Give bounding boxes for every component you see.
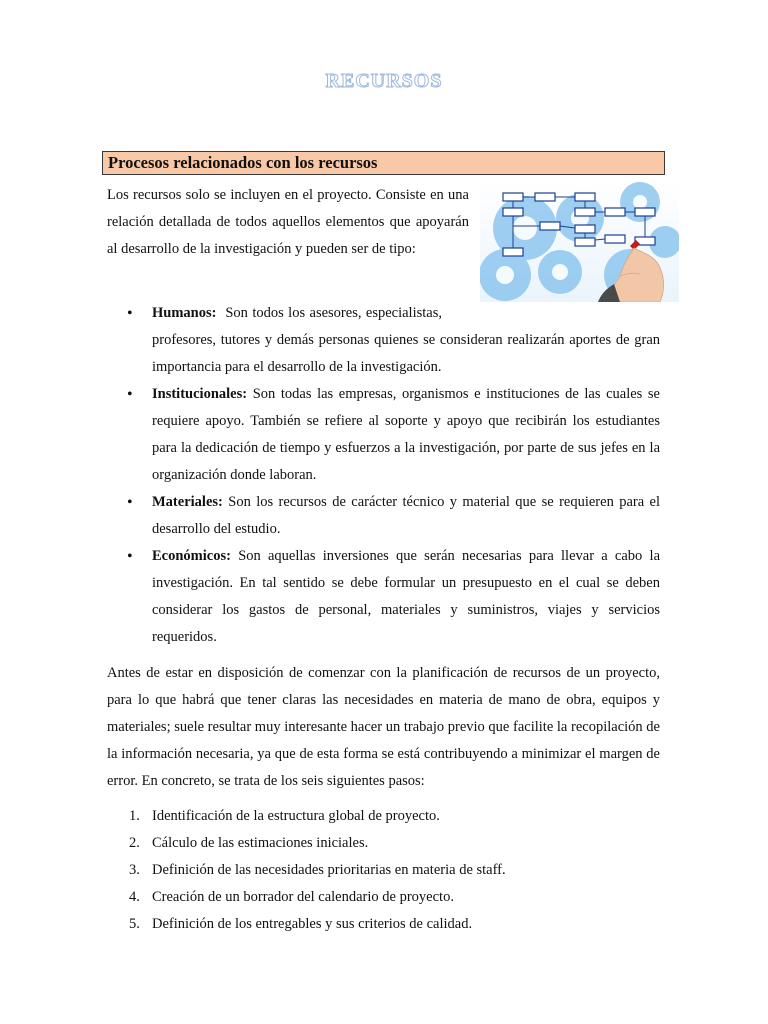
bullet: • bbox=[127, 305, 133, 322]
step-text: Definición de las necesidades prioritarias en materia de staff. bbox=[152, 862, 506, 878]
section-heading: Procesos relacionados con los recursos bbox=[102, 151, 665, 175]
step-text: Creación de un borrador del calendario de proyecto. bbox=[152, 889, 454, 905]
step-text: Identificación de la estructura global de proyecto. bbox=[152, 808, 440, 824]
page-title: RECURSOS bbox=[325, 70, 443, 92]
item-text: Son aquellas inversiones que serán necesarias para llevar a cabo la investigación. En tal sentido se debe formular un presupuesto en el cual se deben considerar los gastos de personal, materiales y suministros, viajes y servicios requeridos. bbox=[152, 548, 661, 645]
list-item bbox=[107, 803, 660, 830]
list-item bbox=[107, 857, 660, 884]
intro-text: Los recursos solo se incluyen en el proyecto. Consiste en una relación detallada de todos aquellos elementos que apoyarán al desarrollo de la investigación y pueden ser de tipo: bbox=[107, 187, 469, 257]
item-text: Son todas las empresas, organismos e instituciones de las cuales se requiere apoyo. También se refiere al soporte y apoyo que recibirán los estudiantes para la dedicación de tiempo y esfuerzos a la investigación, por parte de sus jefes en la organización donde laboran. bbox=[152, 386, 660, 483]
list-item bbox=[107, 830, 660, 857]
bullet: • bbox=[127, 548, 133, 565]
item-text: profesores, tutores y demás personas quienes se consideran realizarán aportes de gran importancia para el desarrollo de la investigación. bbox=[152, 332, 660, 375]
item-text: Son los recursos de carácter técnico y material que se requieren para el desarrollo del estudio. bbox=[152, 494, 661, 537]
item-text: Son todos los asesores, especialistas, bbox=[225, 305, 442, 321]
step-text: Cálculo de las estimaciones iniciales. bbox=[152, 835, 369, 851]
intro-paragraph bbox=[107, 182, 469, 263]
step-number: 1. bbox=[129, 808, 140, 824]
list-item bbox=[107, 300, 660, 381]
list-item bbox=[107, 381, 660, 489]
body-paragraph: Antes de estar en disposición de comenzar con la planificación de recursos de un proyecto, para lo que habrá que tener claras las necesidades en materia de mano de obra, equipos y materiales; suele resultar muy interesante hacer un trabajo previo que facilite la recopilación de la información necesaria, ya que de esta forma se está contribuyendo a minimizar el margen de error. En concreto, se trata de los seis siguientes pasos: bbox=[107, 665, 660, 789]
step-number: 3. bbox=[129, 862, 140, 878]
term: Humanos: bbox=[152, 305, 217, 321]
term: Materiales: bbox=[152, 494, 223, 510]
bullet: • bbox=[127, 386, 133, 403]
resource-types-list bbox=[107, 300, 660, 651]
list-item bbox=[107, 884, 660, 911]
list-item bbox=[107, 911, 660, 938]
bullet: • bbox=[127, 494, 133, 511]
term: Institucionales: bbox=[152, 386, 248, 402]
flowchart-illustration bbox=[480, 180, 679, 302]
step-number: 5. bbox=[129, 916, 140, 932]
step-number: 4. bbox=[129, 889, 140, 905]
list-item bbox=[107, 543, 660, 651]
list-item bbox=[107, 489, 660, 543]
term: Económicos: bbox=[152, 548, 231, 564]
step-number: 2. bbox=[129, 835, 140, 851]
steps-list bbox=[107, 803, 660, 938]
step-text: Definición de los entregables y sus criterios de calidad. bbox=[152, 916, 473, 932]
